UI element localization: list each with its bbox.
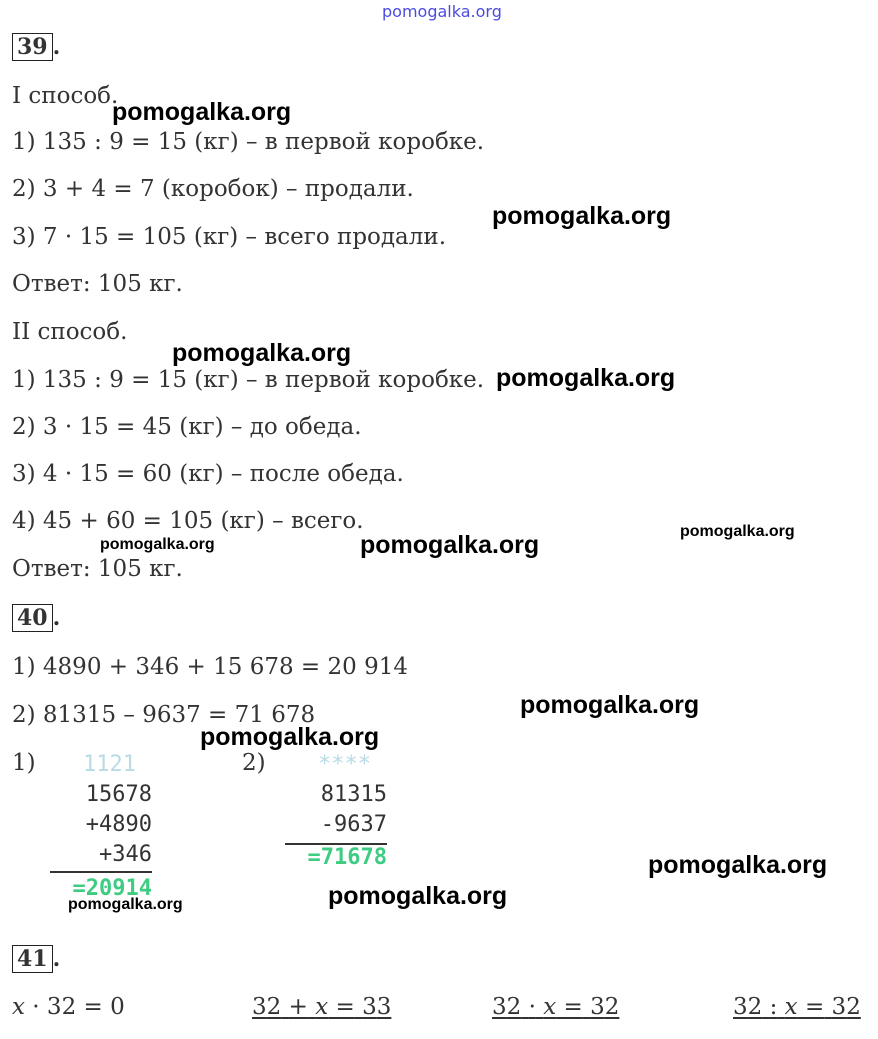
watermark: pomogalka.org [496,364,676,392]
variable-x: x [315,994,329,1020]
watermark-top: pomogalka.org [382,2,502,21]
column-1-rule [50,871,152,873]
column-1-row-2: +4890 [85,812,152,837]
method-1-step-2: 2) 3 + 4 = 7 (коробок) – продали. [12,176,414,202]
watermark: pomogalka.org [680,523,795,540]
column-1-label: 1) [12,750,36,776]
watermark: pomogalka.org [100,536,215,553]
task-40-line-1: 1) 4890 + 346 + 15 678 = 20 914 [12,654,408,680]
task-40-number: 40 . [12,605,60,631]
method-1-step-1: 1) 135 : 9 = 15 (кг) – в первой коробке. [12,129,485,155]
task-39-number-box: 39 [12,33,53,61]
column-2-row-1: 81315 [320,782,387,807]
column-2-row-2: -9637 [320,812,387,837]
watermark: pomogalka.org [328,882,508,910]
method-2-step-4: 4) 45 + 60 = 105 (кг) – всего. [12,508,364,534]
variable-x: x [12,994,25,1020]
watermark: pomogalka.org [200,723,380,751]
task-39-number: 39 . [12,34,60,60]
method-2-step-2: 2) 3 · 15 = 45 (кг) – до обеда. [12,414,362,440]
answer-2: Ответ: 105 кг. [12,556,183,582]
watermark: pomogalka.org [68,896,183,913]
column-2-label: 2) [242,750,266,776]
column-2-result: =71678 [307,845,387,870]
watermark: pomogalka.org [520,691,700,719]
watermark: pomogalka.org [648,851,828,879]
task-41-number-box: 41 [12,945,53,973]
watermark: pomogalka.org [360,531,540,559]
equation-1: x · 32 = 0 [12,994,125,1020]
watermark: pomogalka.org [492,202,672,230]
task-41-number: 41 . [12,946,60,972]
answer-1: Ответ: 105 кг. [12,271,183,297]
method-2-title: II способ. [12,319,128,345]
variable-x: x [543,994,557,1020]
method-1-step-3: 3) 7 · 15 = 105 (кг) – всего продали. [12,224,447,250]
equation-4: 32 : x = 32 [733,994,861,1020]
watermark: pomogalka.org [172,339,352,367]
column-1-row-3: +346 [99,842,152,867]
variable-x: x [784,994,798,1020]
equation-3: 32 · x = 32 [492,994,620,1020]
task-40-line-2: 2) 81315 – 9637 = 71 678 [12,702,316,728]
equation-2: 32 + x = 33 [252,994,392,1020]
column-1-carry: 1121 [83,752,136,777]
method-2-step-1: 1) 135 : 9 = 15 (кг) – в первой коробке. [12,367,485,393]
column-1-row-1: 15678 [85,782,152,807]
column-2-carry: **** [318,752,371,777]
watermark: pomogalka.org [112,98,292,126]
method-1-title: I способ. [12,83,119,109]
column-1-result: =20914 [72,876,152,901]
task-40-number-box: 40 [12,604,53,632]
method-2-step-3: 3) 4 · 15 = 60 (кг) – после обеда. [12,461,404,487]
